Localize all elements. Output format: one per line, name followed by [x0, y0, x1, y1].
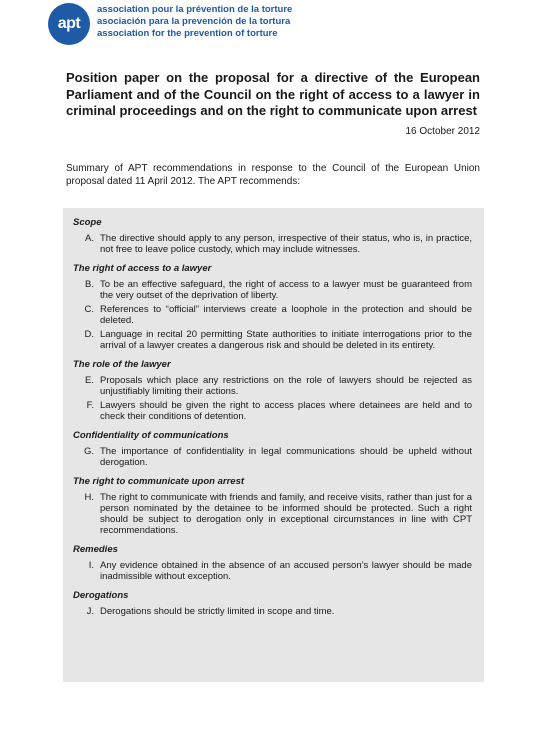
- item-letter: A.: [85, 233, 94, 244]
- item-letter: F.: [86, 400, 94, 411]
- section-heading: Confidentiality of communications: [73, 430, 229, 441]
- recommendation-item: [73, 606, 472, 617]
- section-heading: The right to communicate upon arrest: [73, 476, 245, 487]
- item-letter: B.: [85, 279, 94, 290]
- org-name-en: association for the prevention of torture: [97, 28, 278, 39]
- item-letter: I.: [88, 560, 94, 571]
- recommendation-item: [73, 560, 472, 582]
- org-names: [97, 4, 292, 40]
- item-text: The importance of confidentiality in legal communications should be upheld without derogation.: [100, 446, 472, 468]
- item-text: The directive should apply to any person, irrespective of their status, who is, in practice, not free to leave police custody, which may include witnesses.: [100, 233, 472, 255]
- item-text: Any evidence obtained in the absence of an accused person’s lawyer should be made inadmissible without exception.: [100, 560, 472, 582]
- section-heading: The role of the lawyer: [73, 359, 171, 370]
- item-letter: H.: [84, 492, 94, 503]
- document-date: 16 October 2012: [405, 126, 480, 137]
- item-text: References to “official” interviews create a loophole in the protection and should be deleted.: [100, 304, 472, 326]
- section-derogations: [73, 590, 472, 617]
- item-letter: G.: [83, 446, 94, 457]
- section-heading: The right of access to a lawyer: [73, 263, 212, 274]
- recommendation-item: [73, 304, 472, 326]
- apt-logo: [48, 3, 90, 45]
- document-title: Position paper on the proposal for a directive of the European Parliament and of the Council on the right of access to a lawyer in criminal proceedings and on the right to communicate upon arrest: [66, 70, 480, 118]
- item-letter: C.: [84, 304, 94, 315]
- recommendation-item: [73, 446, 472, 468]
- item-text: Proposals which place any restrictions on the role of lawyers should be rejected as unjustifiably limiting their actions.: [100, 375, 472, 397]
- section-heading: Derogations: [73, 590, 129, 601]
- section-heading: Scope: [73, 217, 102, 228]
- org-name-es: asociación para la prevención de la tortura: [97, 16, 291, 27]
- recommendation-item: [73, 375, 472, 397]
- logo-text: apt: [57, 15, 81, 32]
- section-access-to-lawyer: [73, 263, 472, 351]
- intro-paragraph: Summary of APT recommendations in response to the Council of the European Union proposal dated 11 April 2012. The APT recommends:: [66, 163, 480, 187]
- recommendations-box: [63, 208, 484, 682]
- item-text: To be an effective safeguard, the right of access to a lawyer must be guaranteed from the very outset of the deprivation of liberty.: [100, 279, 472, 301]
- section-role-of-lawyer: [73, 359, 472, 422]
- recommendation-item: [73, 329, 472, 351]
- recommendation-item: [73, 233, 472, 255]
- item-letter: J.: [86, 606, 94, 617]
- item-letter: E.: [85, 375, 94, 386]
- section-confidentiality: [73, 430, 472, 468]
- section-scope: [73, 217, 472, 255]
- recommendation-item: [73, 400, 472, 422]
- recommendation-item: [73, 279, 472, 301]
- item-letter: D.: [84, 329, 94, 340]
- item-text: Lawyers should be given the right to access places where detainees are held and to check their conditions of detention.: [100, 400, 472, 422]
- item-text: Language in recital 20 permitting State authorities to initiate interrogations prior to the arrival of a lawyer creates a dangerous risk and should be deleted in its entirety.: [100, 329, 472, 351]
- recommendation-item: [73, 492, 472, 536]
- item-text: The right to communicate with friends and family, and receive visits, rather than just for a person nominated by the detainee to be informed should be protected. Such a right should be subject to derogation only in exceptional circumstances in line with CPT recommendations.: [100, 492, 472, 536]
- item-text: Derogations should be strictly limited in scope and time.: [100, 606, 335, 617]
- org-name-fr: association pour la prévention de la torture: [97, 4, 293, 15]
- section-heading: Remedies: [73, 544, 118, 555]
- section-communicate-upon-arrest: [73, 476, 472, 536]
- section-remedies: [73, 544, 472, 582]
